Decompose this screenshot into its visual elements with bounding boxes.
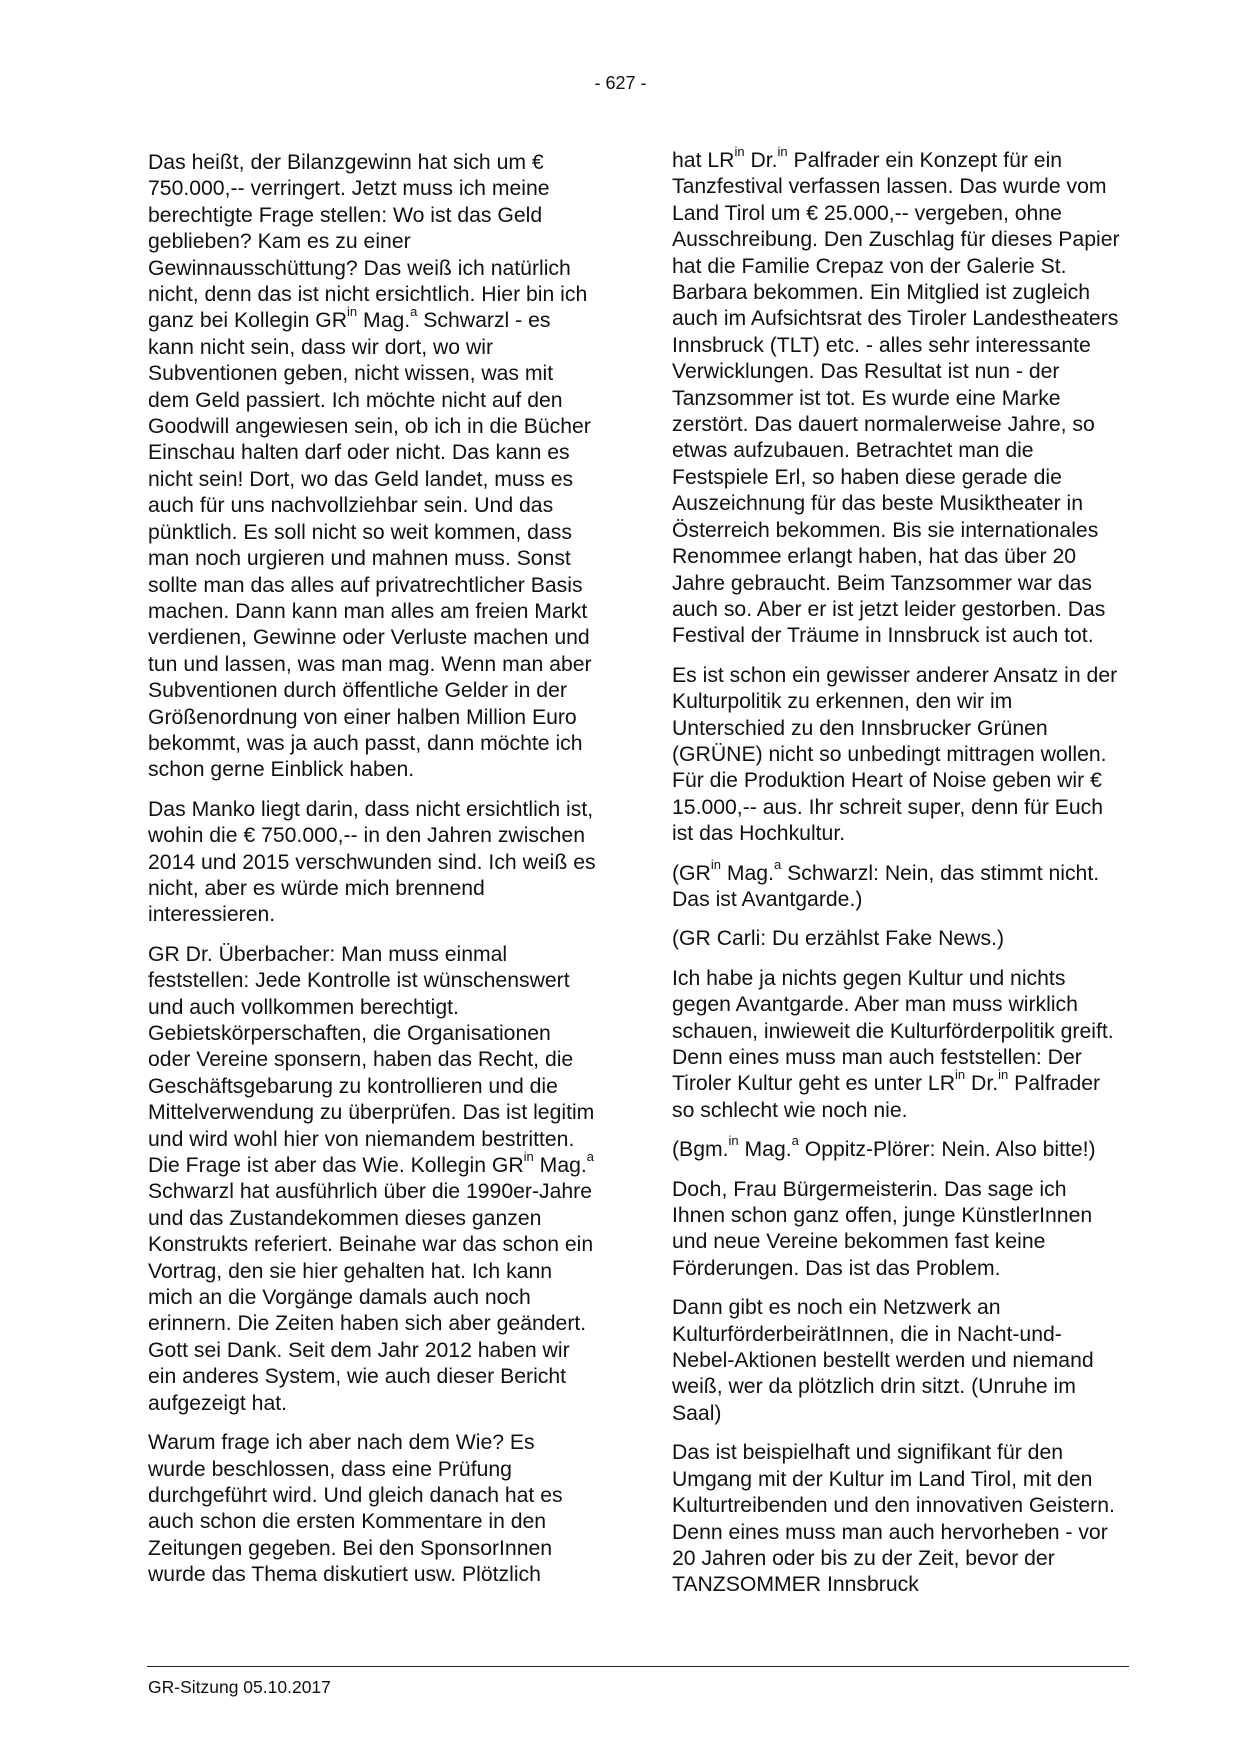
text-segment: Schwarzl: Nein, das stimmt nicht. Das ist Avantgarde.) bbox=[672, 861, 1100, 911]
footer-divider bbox=[147, 1666, 1129, 1667]
superscript: in bbox=[523, 1149, 534, 1165]
text-segment: Ich habe ja nichts gegen Kultur und nichts gegen Avantgarde. Aber man muss wirklich schauen, inwieweit die Kulturförderpolitik greift. Denn eines muss man auch feststellen: Der Tiroler Kultur geht es unter LR bbox=[672, 966, 1114, 1096]
superscript: a bbox=[410, 304, 418, 320]
text-segment: Es ist schon ein gewisser anderer Ansatz in der Kulturpolitik zu erkennen, den wir im Unterschied zu den Innsbrucker Grünen (GRÜNE) nicht so unbedingt mittragen wollen. Für die Produktion Heart of Noise geben wir € 15.000,-- aus. Ihr schreit super, denn für Euch ist das Hochkultur. bbox=[672, 663, 1118, 846]
paragraph bbox=[672, 1133, 1120, 1163]
text-segment: Schwarzl - es kann nicht sein, dass wir dort, wo wir Subventionen geben, nicht wissen, was mit dem Geld passiert. Ich möchte nicht auf den Goodwill angewiesen sein, ob ich in die Bücher Einschau halten darf oder nicht. Das kann es nicht sein! Dort, wo das Geld landet, muss es auch für uns nachvollziehbar sein. Und das pünktlich. Es soll nicht so weit kommen, dass man noch urgieren und mahnen muss. Sonst sollte man das alles auf privatrechtlicher Basis machen. Dann kann man alles am freien Markt verdienen, Gewinne oder Verluste machen und tun und lassen, was man mag. Wenn man aber Subventionen durch öffentliche Gelder in der Größenordnung von einer halben Million Euro bekommt, was ja auch passt, dann möchte ich schon gerne Einblick haben. bbox=[148, 309, 592, 782]
superscript: in bbox=[728, 1133, 739, 1149]
text-segment: Dr. bbox=[744, 149, 778, 172]
page-number: - 627 - bbox=[594, 73, 647, 93]
paragraph bbox=[672, 856, 1120, 914]
superscript: in bbox=[998, 1067, 1009, 1083]
text-segment: Schwarzl hat ausführlich über die 1990er-Jahre und das Zustandekommen dieses ganzen Konstrukts referiert. Beinahe war das schon ein Vortrag, den sie hier gehalten hat. Ich kann mich an die Vorgänge damals auch noch erinnern. Die Zeiten haben sich aber geändert. Gott sei Dank. Seit dem Jahr 2012 haben wir ein anderes System, wie auch dieser Bericht aufgezeigt hat. bbox=[148, 1180, 594, 1415]
text-segment: Mag. bbox=[738, 1138, 792, 1162]
paragraph bbox=[672, 1440, 1120, 1598]
text-segment: (GR bbox=[672, 861, 711, 885]
paragraph bbox=[672, 663, 1120, 848]
text-segment: Warum frage ich aber nach dem Wie? Es wurde beschlossen, dass eine Prüfung durchgeführt wird. Und gleich danach hat es auch schon die ersten Kommentare in den Zeitungen gegeben. Bei den SponsorInnen wurde das Thema diskutiert usw. Plötzlich bbox=[148, 1431, 563, 1587]
footer-session-date: GR-Sitzung 05.10.2017 bbox=[148, 1677, 331, 1697]
text-segment: Palfrader so schlecht wie noch nie. bbox=[672, 1072, 1101, 1122]
paragraph bbox=[672, 966, 1120, 1124]
text-segment: Oppitz-Plörer: Nein. Also bitte!) bbox=[798, 1138, 1096, 1162]
superscript: in bbox=[734, 144, 745, 159]
text-segment: (Bgm. bbox=[672, 1138, 729, 1162]
paragraph bbox=[148, 1430, 596, 1588]
superscript: in bbox=[710, 856, 721, 872]
text-segment: Mag. bbox=[357, 309, 411, 333]
paragraph bbox=[148, 150, 596, 784]
paragraph bbox=[148, 797, 596, 929]
text-segment: hat LR bbox=[672, 149, 735, 172]
text-segment: Das ist beispielhaft und signifikant für den Umgang mit der Kultur im Land Tirol, mit den Kulturtreibenden und den innovativen Geistern. Denn eines muss man auch hervorheben - vor 20 Jahren oder bis zu der Zeit, bevor der TANZSOMMER Innsbruck bbox=[672, 1441, 1115, 1597]
text-segment: Palfrader ein Konzept für ein Tanzfestival verfassen lassen. Das wurde vom Land Tirol um € 25.000,-- vergeben, ohne Ausschreibung. Den Zuschlag für dieses Papier hat die Familie Crepaz von der Galerie St. Barbara bekommen. Ein Mitglied ist zugleich auch im Aufsichtsrat des Tiroler Landestheaters Innsbruck (TLT) etc. - alles sehr interessante Verwicklungen. Das Resultat ist nun - der Tanzsommer ist tot. Es wurde eine Marke zerstört. Das dauert normalerweise Jahre, so etwas aufzubauen. Betrachtet man die Festspiele Erl, so haben diese gerade die Auszeichnung für das beste Musiktheater in Österreich bekommen. Bis sie internationales Renommee erlangt haben, hat das über 20 Jahre gebraucht. Beim Tanzsommer war das auch so. Aber er ist jetzt leider gestorben. Das Festival der Träume in Innsbruck ist auch tot. bbox=[672, 149, 1120, 648]
superscript: a bbox=[586, 1149, 595, 1165]
paragraph bbox=[148, 942, 596, 1417]
superscript: in bbox=[777, 144, 788, 159]
text-segment: Doch, Frau Bürgermeisterin. Das sage ich Ihnen schon ganz offen, junge KünstlerInnen und neue Vereine bekommen fast keine Förderungen. Das ist das Problem. bbox=[672, 1177, 1093, 1280]
superscript: a bbox=[773, 856, 782, 872]
text-segment: (GR Carli: Du erzählst Fake News.) bbox=[672, 927, 1005, 951]
superscript: in bbox=[955, 1067, 966, 1083]
superscript: in bbox=[347, 304, 358, 320]
text-segment: Das Manko liegt darin, dass nicht ersichtlich ist, wohin die € 750.000,-- in den Jahren zwischen 2014 und 2015 verschwunden sind. Ich weiß es nicht, aber es würde mich brennend interessieren. bbox=[148, 797, 596, 927]
paragraph bbox=[672, 1177, 1120, 1283]
text-segment: Mag. bbox=[720, 861, 774, 885]
text-segment: Dann gibt es noch ein Netzwerk an KulturförderbeirätInnen, die in Nacht-und-Nebel-Aktionen bestellt werden und niemand weiß, wer da plötzlich drin sitzt. (Unruhe im Saal) bbox=[672, 1296, 1094, 1425]
left-column bbox=[148, 150, 596, 1602]
text-segment: GR Dr. Überbacher: Man muss einmal feststellen: Jede Kontrolle ist wünschenswert und auch vollkommen berechtigt. Gebietskörperschaften, die Organisationen oder Vereine sponsern, haben das Recht, die Geschäftsgebarung zu kontrollieren und die Mittelverwendung zu überprüfen. Das ist legitim und wird wohl hier von niemandem bestritten. Die Frage ist aber das Wie. Kollegin GR bbox=[148, 942, 595, 1178]
superscript: a bbox=[791, 1133, 799, 1149]
text-segment: Dr. bbox=[965, 1072, 999, 1096]
right-column bbox=[672, 144, 1120, 1612]
text-segment: Mag. bbox=[533, 1154, 587, 1178]
paragraph bbox=[672, 144, 1120, 650]
paragraph bbox=[672, 926, 1120, 952]
paragraph bbox=[672, 1295, 1120, 1427]
text-segment: Das heißt, der Bilanzgewinn hat sich um € 750.000,-- verringert. Jetzt muss ich meine berechtigte Frage stellen: Wo ist das Geld geblieben? Kam es zu einer Gewinnausschüttung? Das weiß ich natürlich nicht, denn das ist nicht ersichtlich. Hier bin ich ganz bei Kollegin GR bbox=[148, 151, 588, 333]
